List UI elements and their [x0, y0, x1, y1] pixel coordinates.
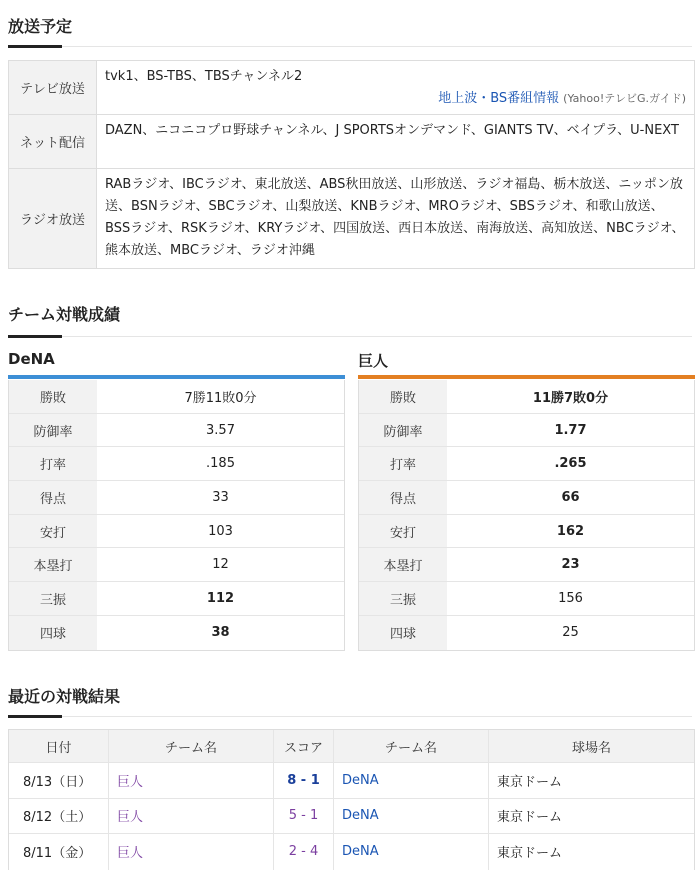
stat-label: 勝敗 [9, 380, 97, 413]
results-title: 最近の対戦結果 [8, 687, 121, 706]
team-name-giants: 巨人 [358, 352, 389, 370]
stat-row [359, 380, 694, 414]
stat-value: .265 [554, 456, 587, 472]
stat-row [9, 582, 344, 616]
tv-source: (Yahoo!テレビG.ガイド) [563, 92, 686, 105]
header-stadium: 球場名 [571, 740, 611, 756]
stat-value: 3.57 [206, 422, 235, 438]
matchup-divider [8, 336, 692, 337]
matchup-title: チーム対戦成績 [8, 305, 121, 324]
header-score: スコア [274, 730, 334, 762]
result-team2-link[interactable]: DeNA [342, 772, 379, 788]
stat-label: 得点 [9, 481, 97, 514]
stat-row [359, 616, 694, 650]
stat-value: 33 [212, 489, 229, 505]
broadcast-title: 放送予定 [8, 17, 73, 36]
stats-table-giants [358, 380, 695, 651]
stat-row [9, 515, 344, 549]
radio-value: RABラジオ、IBCラジオ、東北放送、ABS秋田放送、山形放送、ラジオ福島、栃木放送、ニッポン放送、BSNラジオ、SBCラジオ、山梨放送、KNBラジオ、MROラジオ、SBSラジオ、和歌山放送、BSSラジオ、RSKラジオ、KRYラジオ、四国放送、西日本放送、南海放送、高知放送、NBCラジオ、熊本放送、MBCラジオ、ラジオ沖縄 [105, 177, 685, 258]
result-team1-link[interactable]: 巨人 [117, 846, 144, 862]
stat-row [359, 582, 694, 616]
results-header-row [9, 730, 694, 763]
result-team1-link[interactable]: 巨人 [117, 774, 144, 790]
stat-label: 本塁打 [359, 548, 447, 581]
stat-value: 103 [208, 523, 233, 539]
results-divider [8, 716, 692, 717]
result-stadium: 東京ドーム [497, 810, 563, 826]
stat-value: 156 [558, 590, 583, 606]
stat-value: 162 [556, 523, 585, 539]
stat-label: 三振 [9, 582, 97, 615]
result-row [9, 834, 694, 870]
result-row [9, 763, 694, 799]
stat-row [359, 548, 694, 582]
team-bar-giants [358, 375, 695, 379]
stat-row [359, 414, 694, 448]
result-team2-link[interactable]: DeNA [342, 844, 379, 860]
stat-label: 防御率 [9, 414, 97, 447]
stat-label: 打率 [359, 447, 447, 480]
result-row [9, 799, 694, 835]
stat-row [9, 548, 344, 582]
stat-row [359, 481, 694, 515]
stat-label: 勝敗 [359, 380, 447, 413]
stat-label: 本塁打 [9, 548, 97, 581]
net-value: DAZN、ニコニコプロ野球チャンネル、J SPORTSオンデマンド、GIANTS TV、ベイプラ、U-NEXT [105, 123, 679, 138]
result-team1-link[interactable]: 巨人 [117, 810, 144, 826]
result-date: 8/12（土） [23, 810, 92, 826]
team-bar-dena [8, 375, 345, 379]
result-stadium: 東京ドーム [497, 774, 563, 790]
stat-label: 得点 [359, 481, 447, 514]
net-label: ネット配信 [9, 115, 97, 168]
header-date: 日付 [9, 730, 109, 762]
stat-label: 安打 [359, 515, 447, 548]
stat-row [9, 447, 344, 481]
broadcast-row-tv [9, 61, 694, 115]
tv-value: tvk1、BS-TBS、TBSチャンネル2 [105, 69, 303, 84]
tv-program-link[interactable]: 地上波・BS番組情報 [438, 91, 560, 106]
stat-label: 三振 [359, 582, 447, 615]
stat-label: 四球 [359, 616, 447, 650]
stat-row [9, 380, 344, 414]
header-team2: チーム名 [334, 730, 489, 762]
stat-value: .185 [206, 456, 235, 472]
stat-label: 四球 [9, 616, 97, 650]
stat-label: 防御率 [359, 414, 447, 447]
result-score-link[interactable]: 8 - 1 [287, 772, 320, 788]
stat-value: 11勝7敗0分 [532, 390, 609, 406]
header-team1: チーム名 [109, 730, 274, 762]
team-name-dena: DeNA [8, 350, 55, 368]
stat-value: 66 [561, 489, 580, 505]
result-date: 8/13（日） [23, 774, 92, 790]
stat-label: 安打 [9, 515, 97, 548]
broadcast-row-radio [9, 169, 694, 268]
broadcast-row-net [9, 115, 694, 169]
stat-value: 23 [561, 557, 580, 573]
stats-table-dena [8, 380, 345, 651]
stat-row [359, 515, 694, 549]
stat-value: 112 [206, 590, 235, 606]
stat-row [359, 447, 694, 481]
stat-value: 7勝11敗0分 [184, 390, 257, 406]
result-score-link[interactable]: 2 - 4 [288, 844, 319, 860]
broadcast-divider [8, 46, 692, 47]
stat-value: 25 [562, 625, 579, 641]
result-score-link[interactable]: 5 - 1 [288, 808, 319, 824]
stat-row [9, 481, 344, 515]
stat-value: 1.77 [554, 422, 587, 438]
radio-label: ラジオ放送 [9, 169, 97, 268]
broadcast-table [8, 60, 695, 269]
result-stadium: 東京ドーム [497, 846, 563, 862]
result-team2-link[interactable]: DeNA [342, 808, 379, 824]
tv-label: テレビ放送 [9, 61, 97, 114]
stat-row [9, 616, 344, 650]
stat-value: 12 [212, 557, 229, 573]
stat-label: 打率 [9, 447, 97, 480]
result-date: 8/11（金） [23, 846, 92, 862]
stat-value: 38 [211, 625, 230, 641]
results-table [8, 729, 695, 870]
stat-row [9, 414, 344, 448]
